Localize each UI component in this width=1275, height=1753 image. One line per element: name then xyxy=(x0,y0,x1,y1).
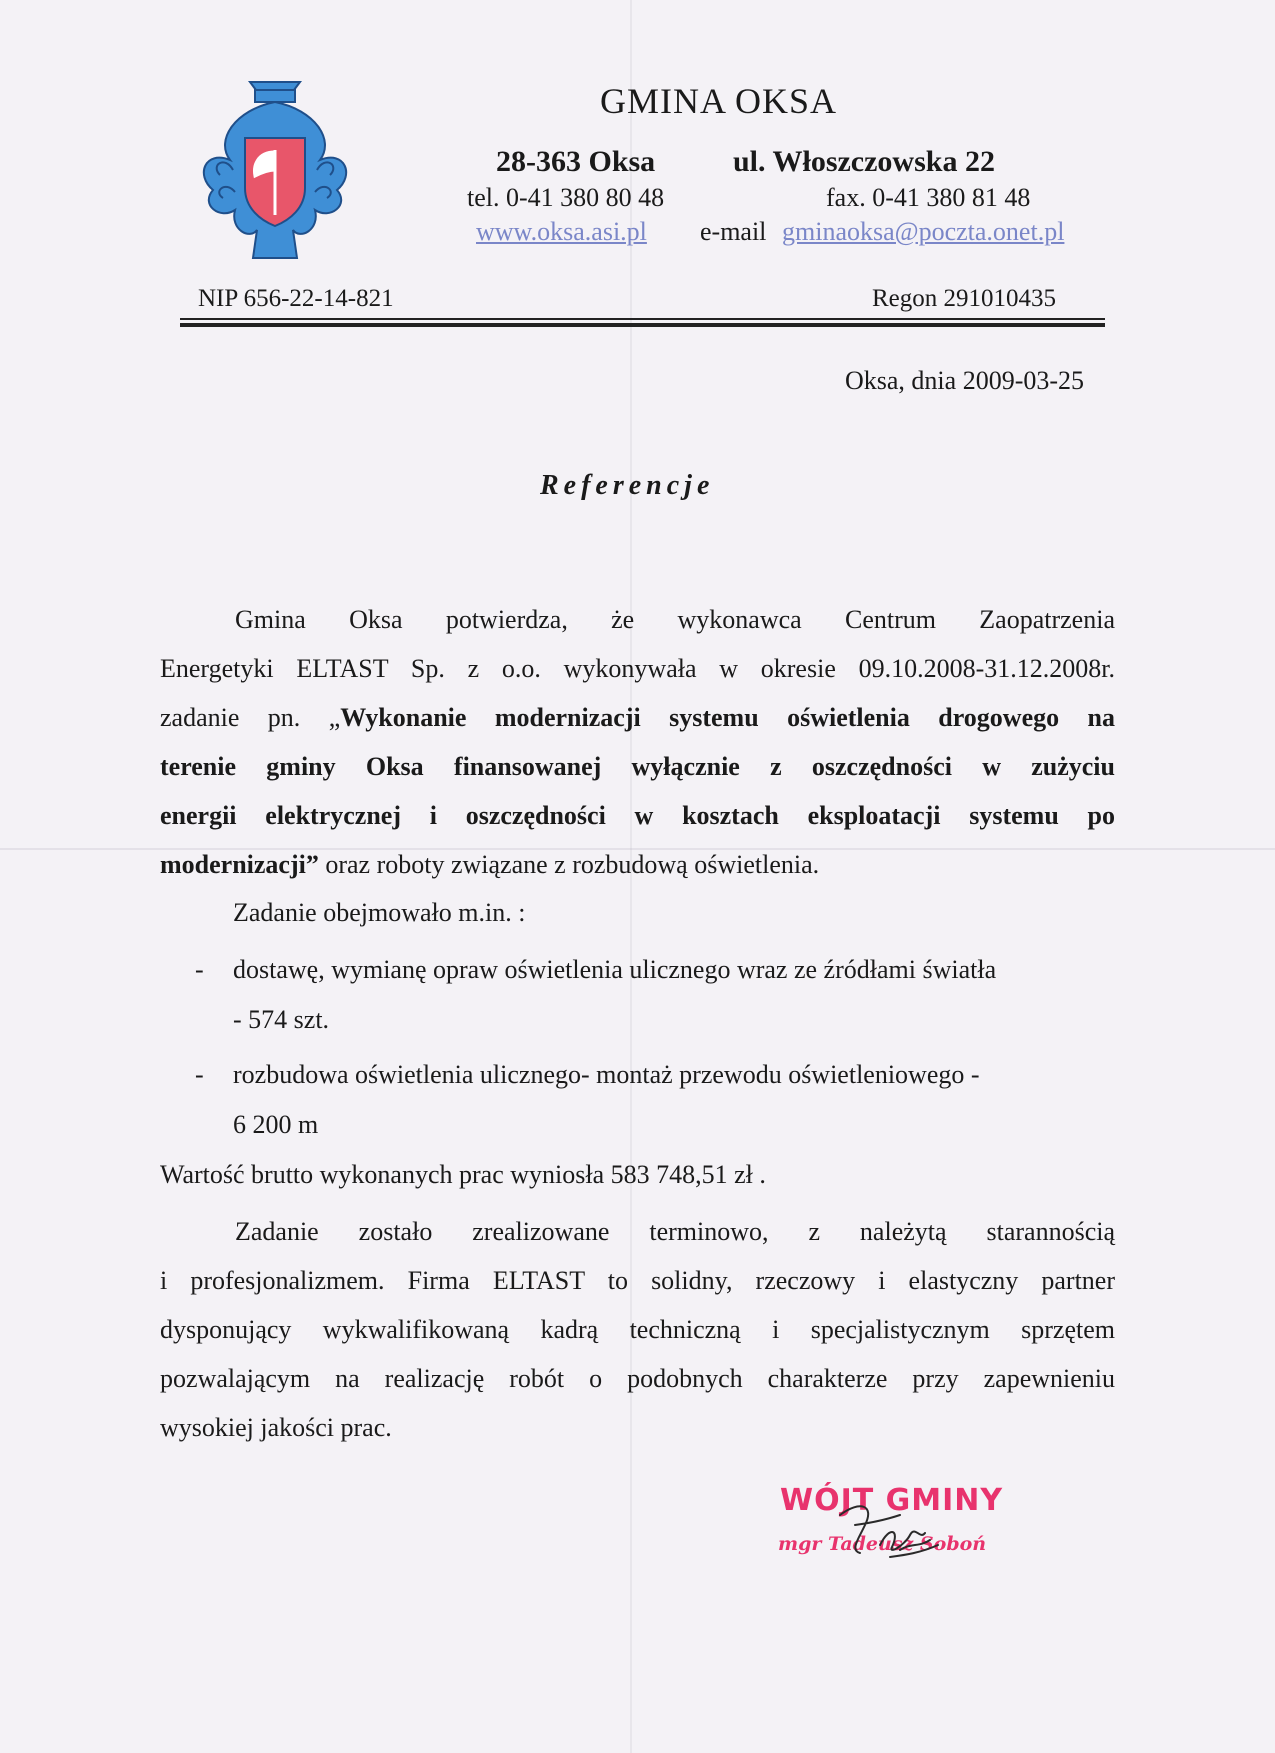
street-address: ul. Włoszczowska 22 xyxy=(733,145,995,178)
stamp-name: mgr Tadeusz Soboń xyxy=(778,1533,987,1555)
nip-number: NIP 656-22-14-821 xyxy=(198,285,394,312)
paragraph-line xyxy=(160,840,1115,889)
postal-address: 28-363 Oksa xyxy=(496,145,656,178)
bullet-dash: - xyxy=(195,1060,204,1089)
fax: fax. 0-41 380 81 48 xyxy=(826,183,1031,212)
paragraph-line: i profesjonalizmem. Firma ELTAST to solidny, rzeczowy i elastyczny partner xyxy=(160,1266,1115,1295)
task-title: energii elektrycznej i oszczędności w kosztach eksploatacji systemu po xyxy=(160,801,1115,830)
task-title: terenie gminy Oksa finansowanej wyłącznie z oszczędności w zużyciu xyxy=(160,752,1115,781)
email-label: e-mail xyxy=(700,217,767,246)
scope-intro: Zadanie obejmowało m.in. : xyxy=(233,898,526,927)
regon-number: Regon 291010435 xyxy=(872,285,1057,312)
scope-item-quantity: - 574 szt. xyxy=(233,1005,330,1034)
scope-item-quantity: 6 200 m xyxy=(233,1110,319,1139)
email-link[interactable]: gminaoksa@poczta.onet.pl xyxy=(782,217,1065,246)
paragraph-line: Gmina Oksa potwierdza, że wykonawca Centrum Zaopatrzenia xyxy=(235,605,1115,634)
contract-value: Wartość brutto wykonanych prac wyniosła 583 748,51 zł . xyxy=(160,1160,766,1189)
municipal-crest-logo xyxy=(195,80,355,265)
paragraph-text: zadanie pn. „ xyxy=(160,703,341,732)
header-rule-thick xyxy=(180,323,1105,327)
scope-item: rozbudowa oświetlenia ulicznego- montaż przewodu oświetleniowego - xyxy=(233,1060,980,1089)
paragraph-line: Zadanie zostało zrealizowane terminowo, z należytą starannością xyxy=(235,1217,1115,1246)
paragraph-confirmation xyxy=(160,595,1115,889)
task-title: Wykonanie modernizacji systemu oświetlenia drogowego na xyxy=(340,703,1115,732)
paragraph-line: wysokiej jakości prac. xyxy=(160,1413,392,1442)
handwritten-signature xyxy=(830,1495,950,1565)
paragraph-text: oraz roboty związane z rozbudową oświetlenia. xyxy=(318,850,820,879)
stamp-title: WÓJT GMINY xyxy=(780,1483,1004,1518)
paragraph-line: Energetyki ELTAST Sp. z o.o. wykonywała w okresie 09.10.2008-31.12.2008r. xyxy=(160,654,1115,683)
website-link[interactable]: www.oksa.asi.pl xyxy=(476,217,647,246)
municipality-name: GMINA OKSA xyxy=(600,81,838,121)
paragraph-line xyxy=(160,693,1115,742)
scope-item: dostawę, wymianę opraw oświetlenia ulicznego wraz ze źródłami światła xyxy=(233,955,997,984)
letter-heading: Referencje xyxy=(540,470,715,501)
telephone: tel. 0-41 380 80 48 xyxy=(467,183,665,212)
letter-date: Oksa, dnia 2009-03-25 xyxy=(845,366,1085,395)
task-title: modernizacji” xyxy=(160,850,319,879)
bullet-dash: - xyxy=(195,955,204,984)
paragraph-assessment xyxy=(160,1207,1115,1452)
header-rule xyxy=(180,318,1105,320)
paragraph-line: dysponujący wykwalifikowaną kadrą techniczną i specjalistycznym sprzętem xyxy=(160,1315,1115,1344)
paragraph-line: pozwalającym na realizację robót o podobnych charakterze przy zapewnieniu xyxy=(160,1364,1115,1393)
